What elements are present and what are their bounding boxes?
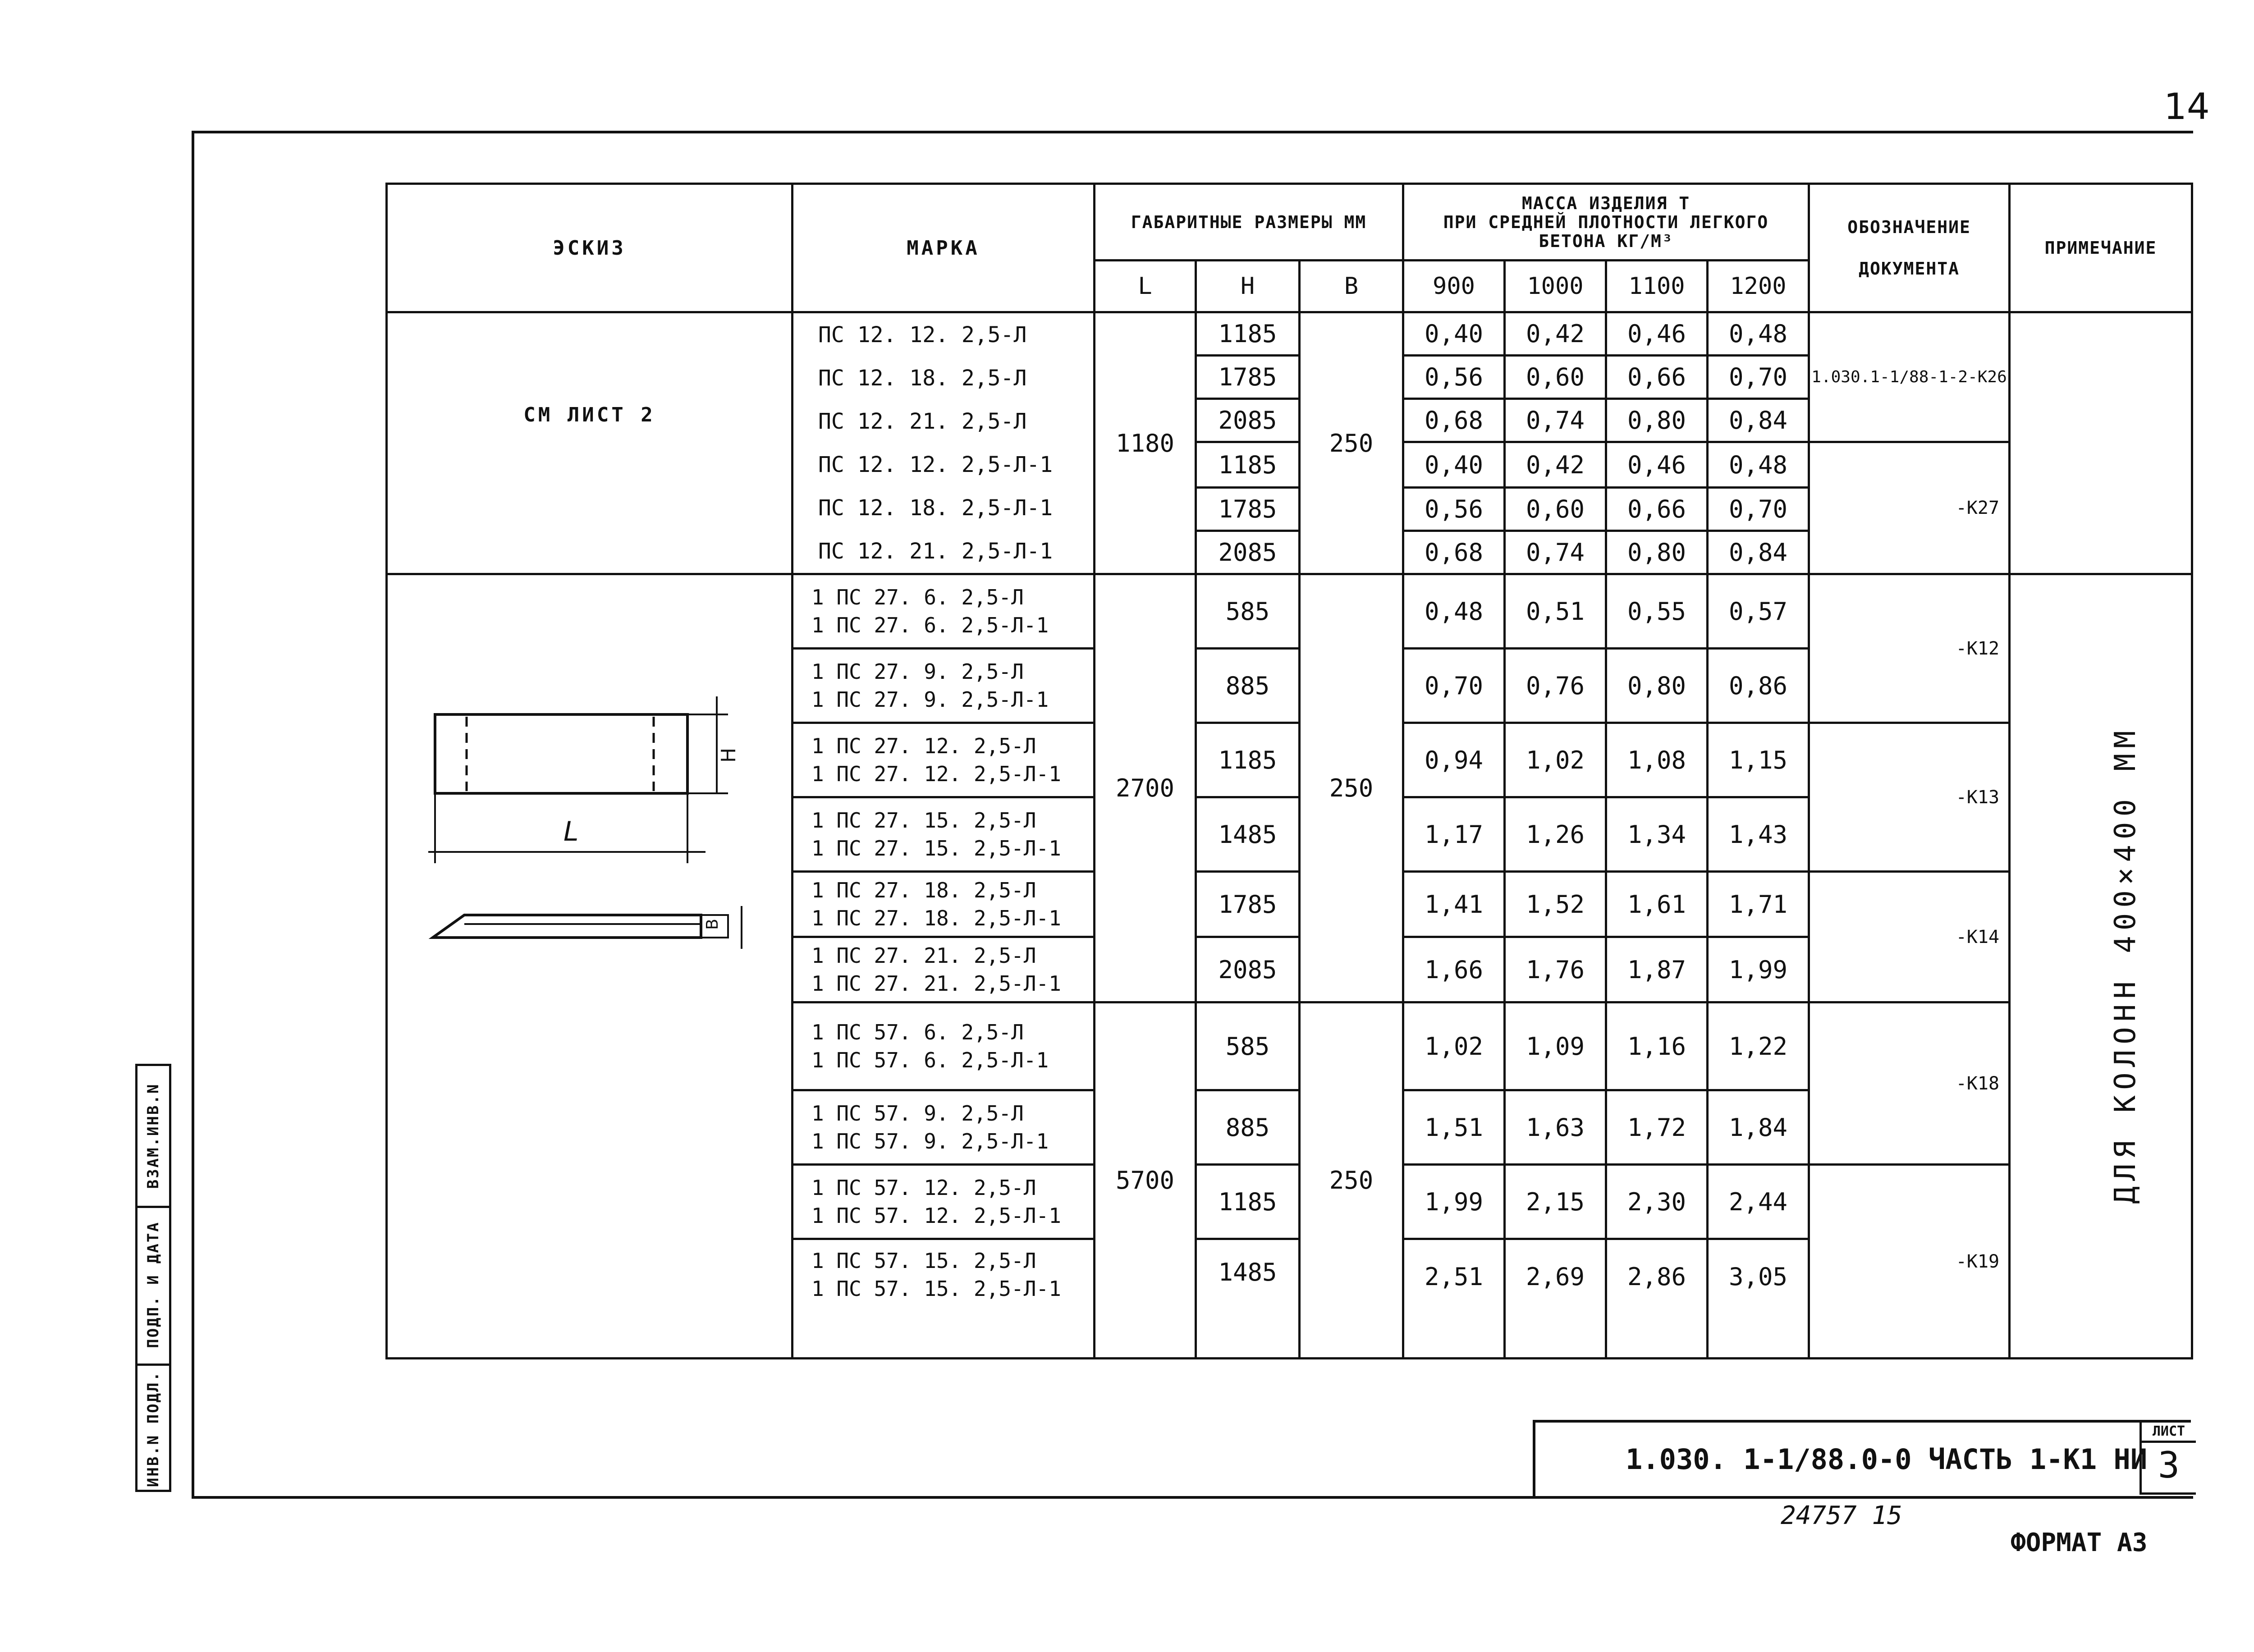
mark-item: ПС 12. 12. 2,5-Л [818,322,1027,348]
header-mass-line2: ПРИ СРЕДНЕЙ ПЛОТНОСТИ ЛЕГКОГО [1443,212,1769,232]
mass-1100: 2,30 [1606,1165,1708,1239]
mark-item: 1 ПС 27. 18. 2,5-Л-1 [811,906,1061,930]
section2-L: 2700 [1095,574,1196,1002]
h-value: 1185 [1196,723,1300,797]
mark-pair [793,797,1095,872]
mark-item: 1 ПС 57. 6. 2,5-Л [811,1020,1024,1044]
mass-1200: 0,70 [1708,488,1809,531]
mass-1200: 1,84 [1708,1090,1809,1165]
header-document [1809,184,2010,312]
mass-1000: 0,76 [1505,649,1606,723]
mass-900: 0,56 [1403,356,1505,399]
mass-1000: 2,69 [1505,1239,1606,1359]
mass-1100: 2,86 [1606,1239,1708,1359]
note-vertical [2101,725,2150,1204]
mass-1200: 1,22 [1708,1002,1809,1090]
marks-section1 [793,312,1095,574]
section3-B: 250 [1300,1002,1403,1359]
mass-900: 1,51 [1403,1090,1505,1165]
mass-1200: 1,43 [1708,797,1809,872]
mark-item: 1 ПС 57. 15. 2,5-Л-1 [811,1277,1061,1301]
header-mass-line3: БЕТОНА КГ/М³ [1539,231,1673,251]
section3-L: 5700 [1095,1002,1196,1359]
header-col-1200: 1200 [1708,261,1809,312]
mass-1000: 0,60 [1505,488,1606,531]
mass-1000: 0,74 [1505,531,1606,574]
mass-1200: 1,15 [1708,723,1809,797]
mass-1200: 3,05 [1708,1239,1809,1359]
mark-item: 1 ПС 57. 6. 2,5-Л-1 [811,1048,1049,1072]
mass-1100: 0,55 [1606,574,1708,649]
mass-1000: 1,63 [1505,1090,1606,1165]
mass-900: 0,48 [1403,574,1505,649]
mass-1000: 1,52 [1505,872,1606,937]
doc-designation: -К14 [1809,872,2010,1002]
header-col-B: В [1300,261,1403,312]
header-dimensions: ГАБАРИТНЫЕ РАЗМЕРЫ ММ [1095,184,1403,261]
h-value: 1185 [1196,1165,1300,1239]
mark-item: 1 ПС 57. 9. 2,5-Л [811,1101,1024,1126]
header-document-line1: ОБОЗНАЧЕНИЕ [1847,217,1971,237]
mass-1100: 1,08 [1606,723,1708,797]
mass-1000: 2,15 [1505,1165,1606,1239]
mark-pair [793,937,1095,1002]
header-col-L: L [1095,261,1196,312]
mark-item: ПС 12. 21. 2,5-Л [818,409,1027,434]
mass-1200: 0,57 [1708,574,1809,649]
mark-item: 1 ПС 57. 12. 2,5-Л [811,1176,1036,1200]
side-stamp [135,1064,171,1492]
mass-900: 1,17 [1403,797,1505,872]
stamp-inv-podl: ИНВ.N ПОДЛ. [144,1370,162,1487]
mass-900: 1,99 [1403,1165,1505,1239]
header-mass-line1: МАССА ИЗДЕЛИЯ Т [1521,193,1690,213]
mark-pair [793,574,1095,649]
mass-900: 2,51 [1403,1239,1505,1359]
mark-item: 1 ПС 57. 15. 2,5-Л [811,1249,1036,1273]
mass-1200: 0,84 [1708,531,1809,574]
note-text: ДЛЯ КОЛОНН 400×400 ММ [2109,725,2142,1204]
slab-front-view [435,714,687,793]
sheet-number: 3 [2158,1444,2180,1486]
sheet-label: ЛИСТ [2142,1423,2196,1443]
mass-900: 0,68 [1403,399,1505,442]
h-value: 1185 [1196,442,1300,488]
mass-1000: 1,26 [1505,797,1606,872]
header-sketch: ЭСКИЗ [387,184,793,312]
doc-designation: -К27 [1809,442,2010,574]
doc-designation: -К18 [1809,1002,2010,1165]
mass-1100: 0,80 [1606,399,1708,442]
mark-item: 1 ПС 27. 15. 2,5-Л [811,808,1036,833]
header-document-line2: ДОКУМЕНТА [1859,259,1960,279]
mark-item: ПС 12. 18. 2,5-Л [818,366,1027,391]
format-label: ФОРМАТ А3 [2011,1528,2148,1557]
archive-number: 24757 15 [1781,1501,1902,1530]
mass-1200: 0,48 [1708,442,1809,488]
mark-pair [793,1002,1095,1090]
mark-item: 1 ПС 27. 6. 2,5-Л-1 [811,613,1049,637]
mass-1100: 0,80 [1606,531,1708,574]
h-value: 885 [1196,1090,1300,1165]
section1-L: 1180 [1095,312,1196,574]
sketch-label-L: L [564,816,579,847]
mass-900: 0,94 [1403,723,1505,797]
h-value: 2085 [1196,399,1300,442]
doc-designation: -К19 [1809,1165,2010,1359]
mark-item: 1 ПС 27. 21. 2,5-Л [811,943,1036,968]
mass-1100: 0,46 [1606,312,1708,356]
doc-designation: -К12 [1809,574,2010,723]
mass-1100: 1,61 [1606,872,1708,937]
header-note: ПРИМЕЧАНИЕ [2010,184,2192,312]
mass-1000: 0,42 [1505,442,1606,488]
slab-side-view [433,915,701,938]
header-col-900: 900 [1403,261,1505,312]
mass-1100: 0,66 [1606,356,1708,399]
mass-1000: 0,42 [1505,312,1606,356]
note-section1 [2010,312,2192,574]
mass-1000: 1,02 [1505,723,1606,797]
header-col-1000: 1000 [1505,261,1606,312]
h-value: 2085 [1196,937,1300,1002]
mark-item: 1 ПС 57. 9. 2,5-Л-1 [811,1129,1049,1153]
mass-900: 1,41 [1403,872,1505,937]
stamp-podp-data: ПОДП. И ДАТА [144,1221,162,1348]
mark-pair [793,723,1095,797]
mass-1000: 1,09 [1505,1002,1606,1090]
h-value: 585 [1196,1002,1300,1090]
section1-B: 250 [1300,312,1403,574]
mass-900: 1,66 [1403,937,1505,1002]
mass-1200: 2,44 [1708,1165,1809,1239]
mark-pair [793,872,1095,937]
header-col-H: Н [1196,261,1300,312]
mass-1100: 0,80 [1606,649,1708,723]
page-number: 14 [2164,86,2210,128]
h-value: 1185 [1196,312,1300,356]
mass-1200: 1,71 [1708,872,1809,937]
mass-1200: 0,48 [1708,312,1809,356]
mark-item: ПС 12. 18. 2,5-Л-1 [818,495,1053,521]
header-mass [1403,184,1809,261]
mark-item: 1 ПС 57. 12. 2,5-Л-1 [811,1204,1061,1228]
mark-item: 1 ПС 27. 21. 2,5-Л-1 [811,971,1061,996]
slab-sketch [424,685,766,956]
mark-pair [793,649,1095,723]
header-col-1100: 1100 [1606,261,1708,312]
mark-pair [793,1165,1095,1239]
mass-900: 0,40 [1403,312,1505,356]
h-value: 585 [1196,574,1300,649]
h-value: 1485 [1196,1239,1300,1359]
mass-1100: 1,16 [1606,1002,1708,1090]
doc-designation: 1.030.1-1/88-1-2-К26 [1809,312,2010,442]
mark-item: 1 ПС 27. 9. 2,5-Л-1 [811,687,1049,712]
sketch-ref: СМ ЛИСТ 2 [387,312,793,574]
designation: 1.030. 1-1/88.0-0 ЧАСТЬ 1-К1 НИ [1626,1443,2148,1476]
mass-1200: 1,99 [1708,937,1809,1002]
mass-1100: 1,34 [1606,797,1708,872]
mass-900: 0,70 [1403,649,1505,723]
mark-item: 1 ПС 27. 12. 2,5-Л [811,734,1036,758]
h-value: 1785 [1196,488,1300,531]
sketch-label-H: Н [717,747,741,763]
mark-item: 1 ПС 27. 6. 2,5-Л [811,585,1024,609]
mass-1200: 0,84 [1708,399,1809,442]
mark-item: 1 ПС 27. 9. 2,5-Л [811,659,1024,684]
sheet-cell [2139,1423,2196,1495]
mass-1200: 0,70 [1708,356,1809,399]
h-value: 1785 [1196,872,1300,937]
mark-item: 1 ПС 27. 12. 2,5-Л-1 [811,762,1061,786]
mass-1100: 1,87 [1606,937,1708,1002]
stamp-vzam-inv: ВЗАМ.ИНВ.N [144,1083,162,1189]
mass-900: 0,68 [1403,531,1505,574]
mass-1000: 1,76 [1505,937,1606,1002]
mark-item: 1 ПС 27. 18. 2,5-Л [811,878,1036,902]
header-mark: МАРКА [793,184,1095,312]
sketch-label-B: В [703,919,722,930]
mass-1000: 0,60 [1505,356,1606,399]
mark-pair [793,1090,1095,1165]
mass-1000: 0,74 [1505,399,1606,442]
mass-1200: 0,86 [1708,649,1809,723]
h-value: 1485 [1196,797,1300,872]
mass-900: 1,02 [1403,1002,1505,1090]
mass-1100: 0,46 [1606,442,1708,488]
h-value: 885 [1196,649,1300,723]
mark-pair [793,1239,1095,1359]
section2-B: 250 [1300,574,1403,1002]
h-value: 1785 [1196,356,1300,399]
h-value: 2085 [1196,531,1300,574]
mass-900: 0,56 [1403,488,1505,531]
doc-designation: -К13 [1809,723,2010,872]
title-block [1533,1420,2191,1496]
mark-item: ПС 12. 12. 2,5-Л-1 [818,452,1053,477]
mass-1000: 0,51 [1505,574,1606,649]
mass-1100: 0,66 [1606,488,1708,531]
mass-1100: 1,72 [1606,1090,1708,1165]
mass-900: 0,40 [1403,442,1505,488]
mark-item: ПС 12. 21. 2,5-Л-1 [818,539,1053,564]
mark-item: 1 ПС 27. 15. 2,5-Л-1 [811,836,1061,860]
